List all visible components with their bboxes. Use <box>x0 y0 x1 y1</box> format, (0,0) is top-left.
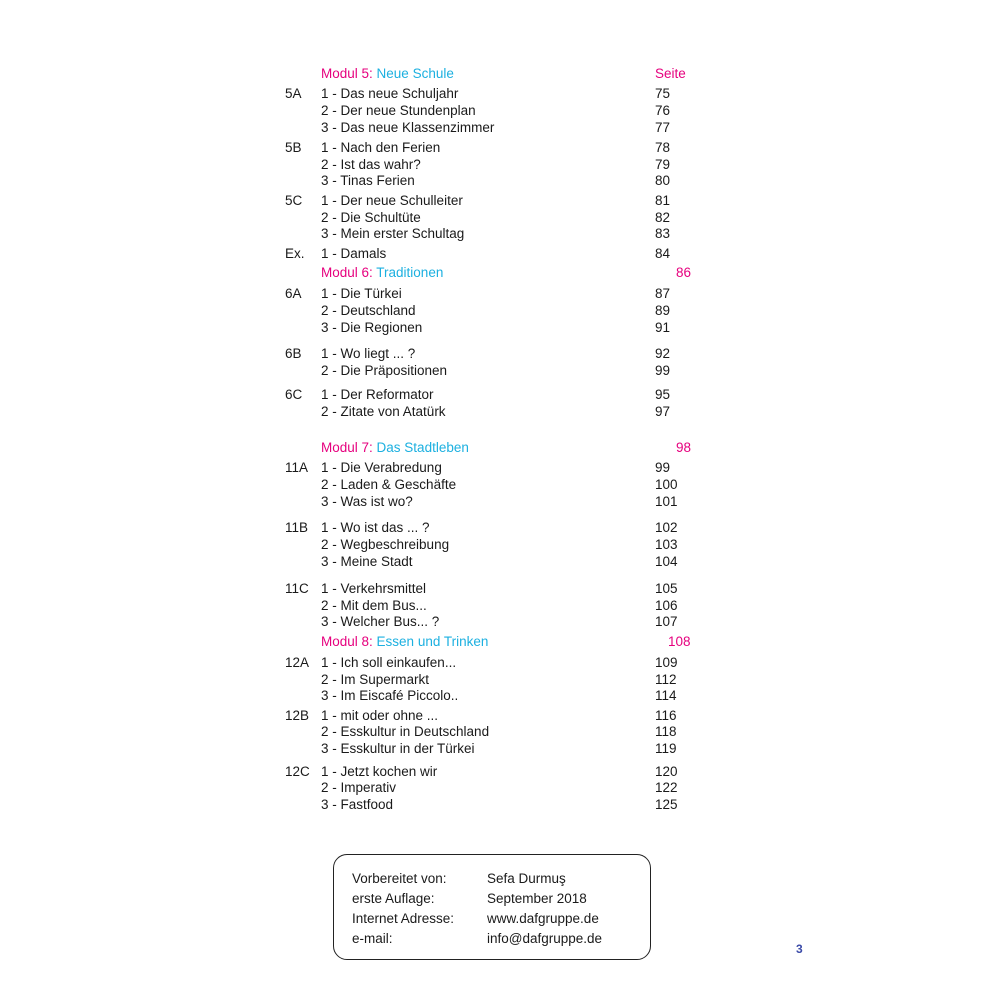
lesson-page: 99 <box>655 363 671 378</box>
lesson-title: 2 - Ist das wahr? <box>321 157 421 172</box>
section-code: 6C <box>285 387 303 402</box>
info-box <box>333 854 651 960</box>
info-label: e-mail: <box>352 931 393 946</box>
lesson-page: 103 <box>655 537 678 552</box>
module-heading: Modul 5: Neue Schule <box>321 66 454 81</box>
lesson-title: 2 - Imperativ <box>321 780 397 795</box>
lesson-title: 1 - Jetzt kochen wir <box>321 764 438 779</box>
section-code: 12C <box>285 764 310 779</box>
lesson-page: 87 <box>655 286 671 301</box>
lesson-title: 3 - Esskultur in der Türkei <box>321 741 475 756</box>
lesson-page: 76 <box>655 103 671 118</box>
lesson-page: 119 <box>655 741 677 756</box>
info-value: www.dafgruppe.de <box>487 911 599 926</box>
lesson-title: 3 - Tinas Ferien <box>321 173 415 188</box>
section-code: 5C <box>285 193 303 208</box>
lesson-title: 1 - Wo liegt ... ? <box>321 346 416 361</box>
info-label: erste Auflage: <box>352 891 435 906</box>
lesson-title: 1 - Ich soll einkaufen... <box>321 655 457 670</box>
section-code: 11B <box>285 520 309 535</box>
section-code: 12B <box>285 708 310 723</box>
lesson-page: 95 <box>655 387 671 402</box>
lesson-title: 1 - Der Reformator <box>321 387 434 402</box>
lesson-page: 118 <box>655 724 677 739</box>
lesson-page: 125 <box>655 797 678 812</box>
lesson-title: 2 - Die Schultüte <box>321 210 421 225</box>
module-page: 86 <box>676 265 692 280</box>
lesson-page: 109 <box>655 655 678 670</box>
section-code: 6A <box>285 286 302 301</box>
lesson-page: 100 <box>655 477 678 492</box>
info-label: Internet Adresse: <box>352 911 455 926</box>
lesson-title: 1 - Damals <box>321 246 387 261</box>
lesson-title: 3 - Welcher Bus... ? <box>321 614 440 629</box>
lesson-page: 78 <box>655 140 671 155</box>
lesson-page: 112 <box>655 672 677 687</box>
info-value: info@dafgruppe.de <box>487 931 603 946</box>
lesson-page: 83 <box>655 226 671 241</box>
info-value: September 2018 <box>487 891 587 906</box>
lesson-page: 89 <box>655 303 671 318</box>
section-code: 12A <box>285 655 310 670</box>
lesson-title: 2 - Laden & Geschäfte <box>321 477 457 492</box>
module-heading: Modul 6: Traditionen <box>321 265 444 280</box>
lesson-title: 1 - Der neue Schulleiter <box>321 193 463 208</box>
lesson-title: 1 - Verkehrsmittel <box>321 581 427 596</box>
lesson-title: 3 - Was ist wo? <box>321 494 413 509</box>
lesson-page: 120 <box>655 764 678 779</box>
module-heading: Modul 8: Essen und Trinken <box>321 634 489 649</box>
lesson-title: 3 - Die Regionen <box>321 320 423 335</box>
lesson-title: 2 - Die Präpositionen <box>321 363 448 378</box>
lesson-page: 91 <box>655 320 671 335</box>
lesson-page: 102 <box>655 520 678 535</box>
module-page: 108 <box>668 634 691 649</box>
section-code: 5A <box>285 86 302 101</box>
lesson-title: 3 - Meine Stadt <box>321 554 413 569</box>
lesson-title: 1 - mit oder ohne ... <box>321 708 439 723</box>
lesson-page: 75 <box>655 86 671 101</box>
lesson-page: 99 <box>655 460 671 475</box>
lesson-page: 82 <box>655 210 671 225</box>
lesson-page: 77 <box>655 120 671 135</box>
lesson-page: 97 <box>655 404 671 419</box>
info-label: Vorbereitet von: <box>352 871 447 886</box>
lesson-page: 107 <box>655 614 678 629</box>
lesson-title: 2 - Mit dem Bus... <box>321 598 427 613</box>
section-code: 5B <box>285 140 302 155</box>
lesson-page: 105 <box>655 581 678 596</box>
lesson-title: 2 - Esskultur in Deutschland <box>321 724 490 739</box>
lesson-title: 3 - Fastfood <box>321 797 394 812</box>
section-code: 11A <box>285 460 309 475</box>
lesson-title: 1 - Wo ist das ... ? <box>321 520 430 535</box>
section-code: Ex. <box>285 246 305 261</box>
lesson-title: 2 - Deutschland <box>321 303 416 318</box>
lesson-page: 80 <box>655 173 671 188</box>
lesson-page: 79 <box>655 157 671 172</box>
page-number: 3 <box>796 942 803 956</box>
lesson-title: 3 - Im Eiscafé Piccolo.. <box>321 688 459 703</box>
lesson-title: 2 - Im Supermarkt <box>321 672 430 687</box>
lesson-title: 3 - Das neue Klassenzimmer <box>321 120 495 135</box>
module-heading: Modul 7: Das Stadtleben <box>321 440 469 455</box>
lesson-title: 3 - Mein erster Schultag <box>321 226 465 241</box>
section-code: 6B <box>285 346 302 361</box>
lesson-page: 116 <box>655 708 677 723</box>
module-page: 98 <box>676 440 692 455</box>
lesson-page: 101 <box>655 494 678 509</box>
lesson-title: 1 - Die Türkei <box>321 286 402 301</box>
lesson-title: 1 - Das neue Schuljahr <box>321 86 459 101</box>
lesson-title: 2 - Wegbeschreibung <box>321 537 450 552</box>
section-code: 11C <box>285 581 309 596</box>
lesson-title: 1 - Nach den Ferien <box>321 140 441 155</box>
lesson-page: 122 <box>655 780 678 795</box>
lesson-page: 104 <box>655 554 678 569</box>
info-value: Sefa Durmuş <box>487 871 566 886</box>
lesson-page: 84 <box>655 246 671 261</box>
lesson-title: 2 - Zitate von Atatürk <box>321 404 446 419</box>
lesson-page: 92 <box>655 346 671 361</box>
lesson-title: 1 - Die Verabredung <box>321 460 442 475</box>
lesson-page: 114 <box>655 688 677 703</box>
seite-header: Seite <box>655 66 686 81</box>
lesson-page: 106 <box>655 598 678 613</box>
lesson-page: 81 <box>655 193 671 208</box>
lesson-title: 2 - Der neue Stundenplan <box>321 103 476 118</box>
